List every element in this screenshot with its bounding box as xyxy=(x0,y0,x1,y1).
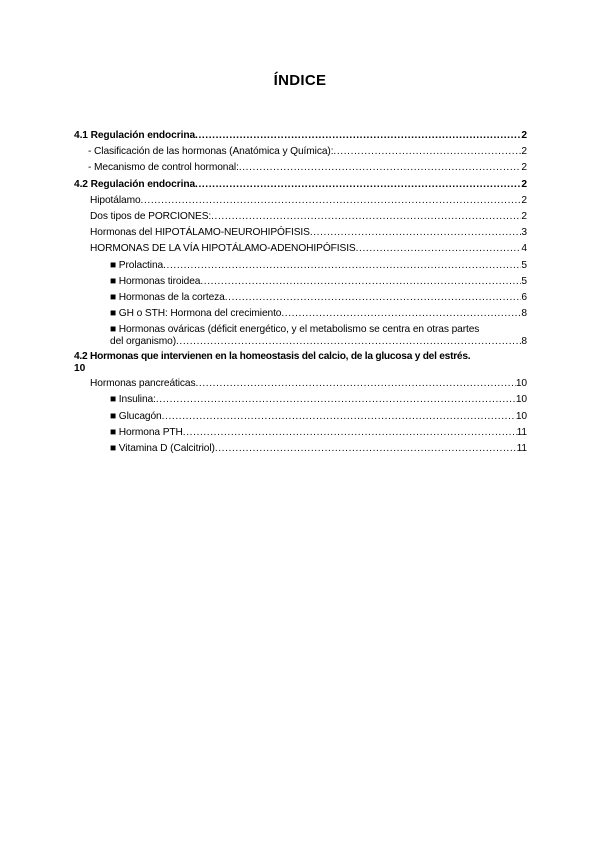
toc-leader-dots xyxy=(162,411,516,423)
toc-leader-dots xyxy=(200,276,521,288)
toc-entry[interactable] xyxy=(74,324,527,348)
toc-leader-dots xyxy=(281,308,521,320)
toc-entry-page: 5 xyxy=(521,275,527,287)
toc-leader-dots xyxy=(333,146,521,158)
toc-entry-page: 10 xyxy=(515,394,527,406)
toc-entry[interactable] xyxy=(74,308,527,324)
toc-entry[interactable] xyxy=(74,351,527,375)
toc-entry-page: 6 xyxy=(521,291,527,303)
toc-entry-label: ■ Vitamina D (Calcitriol) xyxy=(110,443,215,454)
toc-entry[interactable] xyxy=(74,179,527,195)
toc-entry[interactable] xyxy=(74,276,527,292)
page-title: ÍNDICE xyxy=(273,72,327,89)
toc-entry[interactable] xyxy=(74,394,527,410)
toc-entry-page: 10 xyxy=(515,410,527,422)
toc-entry-label: HORMONAS DE LA VÍA HIPOTÁLAMO-ADENOHIPÓFISIS xyxy=(90,243,356,255)
toc-entry-label: - Clasificación de las hormonas (Anatómica y Química): xyxy=(88,146,334,158)
toc-leader-dots xyxy=(183,427,517,439)
toc-entry-label: ■ Hormonas ováricas (déficit energético, y el metabolismo se centra en otras partes xyxy=(110,324,480,336)
toc-entry-page: 8 xyxy=(521,336,527,348)
toc-entry[interactable] xyxy=(74,227,527,243)
toc-entry[interactable] xyxy=(74,427,527,443)
toc-entry-page: 2 xyxy=(521,162,527,174)
toc-entry-page: 2 xyxy=(521,194,527,206)
toc-entry-label: ■ Hormona PTH xyxy=(110,426,183,438)
toc-leader-dots xyxy=(211,211,521,223)
toc-entry-label: Hormonas del HIPOTÁLAMO-NEUROHIPÓFISIS xyxy=(90,227,310,239)
toc-entry-label: ■ Hormonas tiroidea xyxy=(110,275,201,287)
toc-entry-label: ■ Glucagón xyxy=(110,410,162,422)
toc-entry[interactable] xyxy=(74,378,527,394)
toc-entry-page: 8 xyxy=(521,308,527,320)
toc-entry-label: - Mecanismo de control hormonal: xyxy=(88,162,239,174)
toc-entry-label-continued: del organismo) xyxy=(110,336,176,348)
toc-leader-dots xyxy=(239,162,522,174)
toc-leader-dots xyxy=(141,195,522,207)
toc-entry-label: Hormonas pancreáticas xyxy=(90,378,196,390)
toc-leader-dots xyxy=(196,378,516,390)
toc-entry-page: 2 xyxy=(521,210,527,222)
toc-leader-dots xyxy=(163,260,521,272)
toc-entry[interactable] xyxy=(74,243,527,259)
toc-entry-page: 11 xyxy=(516,426,527,438)
toc-entry-second-line xyxy=(110,336,527,348)
toc-leader-dots xyxy=(176,336,521,348)
toc-entry-label: 4.1 Regulación endocrina xyxy=(74,130,196,141)
toc-entry[interactable] xyxy=(74,260,527,276)
toc-entry-label: 4.2 Hormonas que intervienen en la homeostasis del calcio, de la glucosa y del estrés. xyxy=(74,351,471,363)
toc-entry[interactable] xyxy=(74,195,527,211)
toc-entry-page: 2 xyxy=(521,130,527,141)
toc-entry[interactable] xyxy=(74,146,527,162)
toc-entry-page: 4 xyxy=(521,243,527,255)
toc-entry[interactable] xyxy=(74,411,527,427)
toc-entry[interactable] xyxy=(74,211,527,227)
toc-entry-page: 3 xyxy=(521,227,527,239)
toc-entry-label: 4.2 Regulación endocrina xyxy=(74,178,196,190)
toc-leader-dots xyxy=(215,443,517,455)
toc-entry-page: 10 xyxy=(515,378,527,390)
toc-leader-dots xyxy=(225,292,522,304)
toc-entry[interactable] xyxy=(74,162,527,178)
toc-leader-dots xyxy=(156,394,516,406)
toc-entry-label: ■ Prolactina xyxy=(110,259,164,271)
toc-leader-dots xyxy=(310,227,522,239)
toc-entry[interactable] xyxy=(74,443,527,459)
toc-entry-label: ■ Insulina: xyxy=(110,394,156,406)
toc-entry-page: 2 xyxy=(521,146,527,158)
toc-entry-page: 2 xyxy=(521,178,527,190)
toc-entry[interactable] xyxy=(74,292,527,308)
toc-entry-page: 11 xyxy=(516,443,527,454)
toc-entry-label: ■ Hormonas de la corteza xyxy=(110,291,225,303)
toc-entry-page: 5 xyxy=(521,259,527,271)
toc-entry-label: Hipotálamo xyxy=(90,194,141,206)
toc-entry-label-continued: 10 xyxy=(74,363,86,375)
toc-leader-dots xyxy=(356,243,522,255)
toc-entry[interactable] xyxy=(74,130,527,146)
toc-leader-dots xyxy=(195,179,521,191)
toc-entry-label: ■ GH o STH: Hormona del crecimiento xyxy=(110,308,282,320)
table-of-contents xyxy=(74,130,527,459)
toc-entry-label: Dos tipos de PORCIONES: xyxy=(90,210,212,222)
toc-leader-dots xyxy=(195,130,521,142)
